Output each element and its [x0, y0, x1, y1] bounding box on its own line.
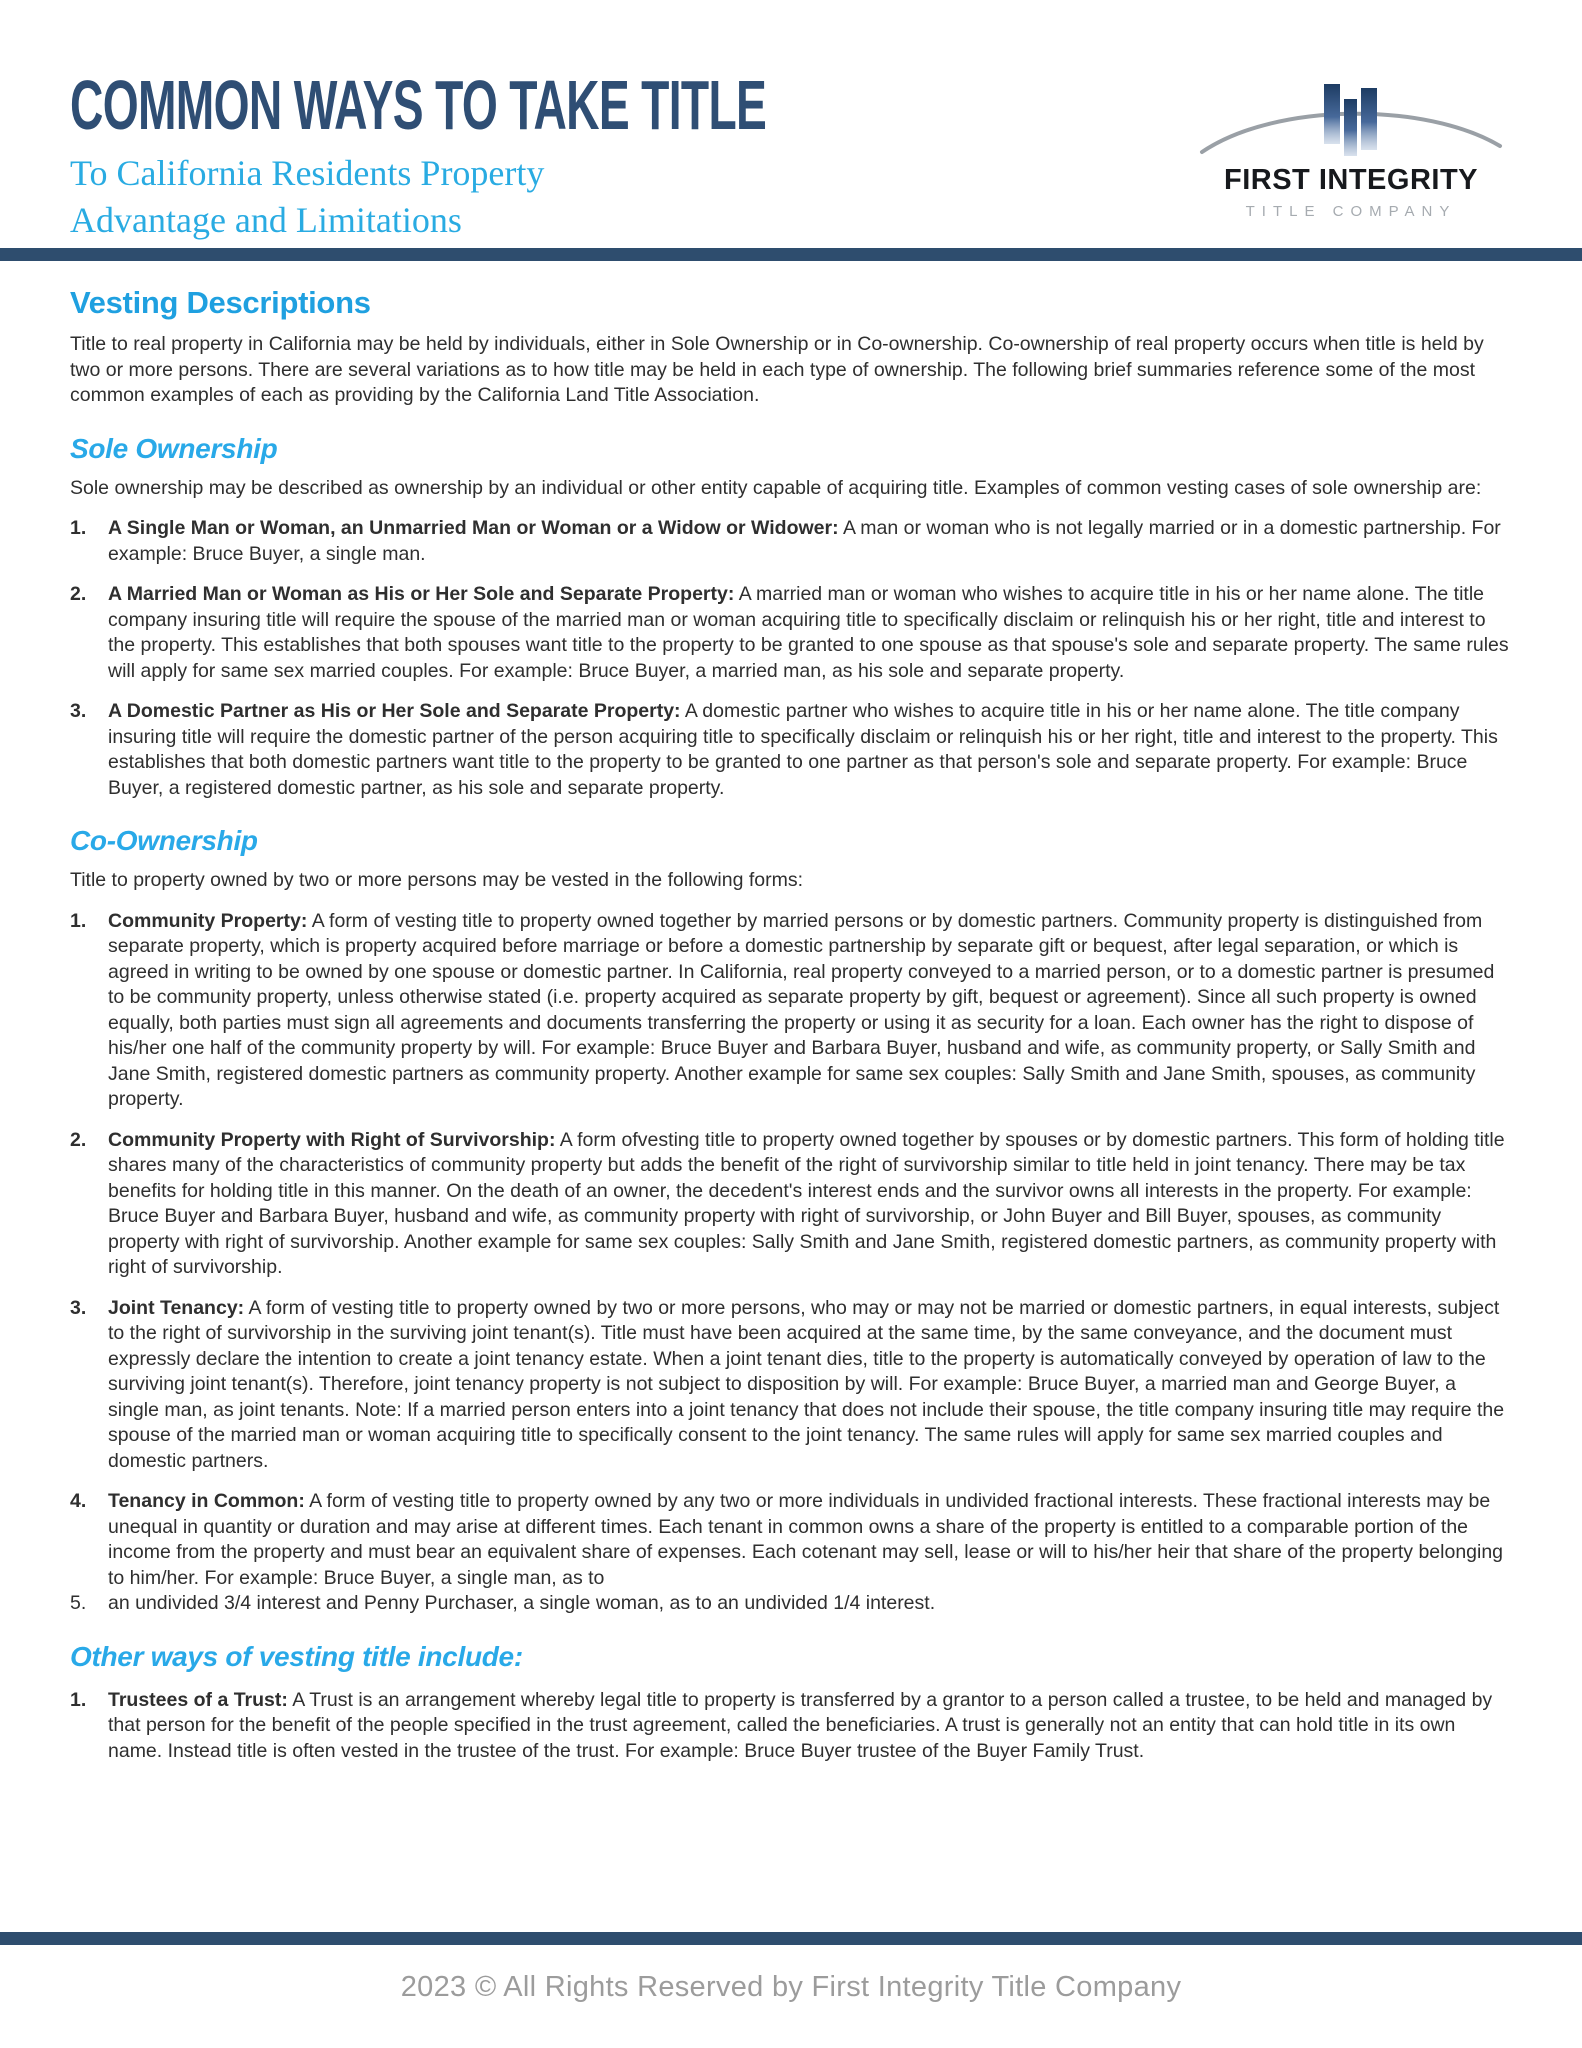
page-subtitle-line1: To California Residents Property [70, 153, 545, 193]
list-item-body [108, 582, 1512, 684]
list-item-text: A married man or woman who wishes to acquire title in his or her name alone. The title company insuring title will require the spouse of the married man or woman acquiring title to specifically disclaim or relinquish his or her right, title and interest to the property. This establishes that both spouses want title to the property to be granted to one spouse as that spouse's sole and separate property. The same rules will apply for same sex married couples. For example: Bruce Buyer, a married man, as his sole and separate property. [108, 583, 1509, 682]
list-item-body [108, 1128, 1512, 1281]
list-item-number: 1. [70, 909, 87, 932]
vesting-intro-paragraph: Title to real property in California may be held by individuals, either in Sole Ownership or in Co-ownership. Co-ownership of real property occurs when title is held by two or more persons. There are several variations as to how title may be held in each type of ownership. The following brief summaries reference some of the most common examples of each as providing by the California Land Title Association. [70, 333, 1484, 406]
list-item-number: 1. [70, 1688, 87, 1711]
logo-tagline: TITLE COMPANY [1245, 203, 1457, 220]
list-item-label: A Domestic Partner as His or Her Sole and Separate Property: [108, 700, 681, 722]
title-block [70, 62, 1186, 244]
co-ownership-intro: Title to property owned by two or more persons may be vested in the following forms: [70, 869, 804, 891]
list-item-text: an undivided 3/4 interest and Penny Purchaser, a single woman, as to an undivided 1/4 interest. [108, 1592, 936, 1614]
list-item-number: 2. [70, 583, 87, 605]
list-item-text: A form ofvesting title to property owned together by spouses or by domestic partners. This form of holding title shares many of the characteristics of community property but adds the benefit of the right of survivorship similar to title held in joint tenancy. There may be tax benefits for holding title in this manner. On the death of an owner, the decedent's interest ends and the survivor owns all interests in the property. For example: Bruce Buyer and Barbara Buyer, husband and wife, as community property with right of survivorship, or John Buyer and Bill Buyer, spouses, as community property with right of survivorship. Another example for same sex couples: Sally Smith and Jane Smith, registered domestic partners, as community property with right of survivorship. [108, 1128, 1505, 1278]
list-item-body [108, 909, 1512, 1113]
subheading-sole-ownership: Sole Ownership [70, 432, 278, 464]
list-item-body [108, 1296, 1512, 1475]
sole-ownership-intro: Sole ownership may be described as ownership by an individual or other entity capable of acquiring title. Examples of common vesting cases of sole ownership are: [70, 476, 1482, 499]
list-item-number: 2. [70, 1128, 87, 1151]
logo-bars-icon [1196, 78, 1506, 164]
main-content [0, 285, 1582, 1764]
list-item-body [108, 1489, 1512, 1591]
list-item-body [108, 1591, 1512, 1617]
list-item [70, 1296, 1512, 1475]
page-subtitle [70, 150, 1186, 244]
list-item-number: 1. [70, 517, 87, 539]
list-item-number: 4. [70, 1490, 87, 1512]
subheading-other-ways: Other ways of vesting title include: [70, 1640, 523, 1672]
list-item [70, 1128, 1512, 1281]
company-logo [1186, 78, 1516, 220]
subheading-co-ownership: Co-Ownership [70, 825, 258, 856]
list-item-body [108, 699, 1512, 801]
top-divider-bar [0, 248, 1582, 261]
footer [0, 1932, 1582, 2048]
list-item-number: 5. [70, 1592, 87, 1614]
list-item-text: A domestic partner who wishes to acquire title in his or her name alone. The title company insuring title will require the domestic partner of the person acquiring title to specifically disclaim or relinquish his or her right, title and interest to the property. This establishes that both domestic partners want title to the property to be granted to one partner as that person's sole and separate property. For example: Bruce Buyer, a registered domestic partner, as his sole and separate property. [108, 700, 1498, 799]
page-subtitle-line2: Advantage and Limitations [70, 200, 462, 240]
list-item [70, 582, 1512, 684]
list-item-text: A man or woman who is not legally married or in a domestic partnership. For example: Bruce Buyer, a single man. [108, 517, 1501, 565]
list-item [70, 909, 1512, 1113]
list-item-label: Community Property with Right of Survivorship: [108, 1128, 556, 1151]
list-item-label: A Married Man or Woman as His or Her Sole and Separate Property: [108, 583, 735, 605]
list-item-label: Tenancy in Common: [108, 1490, 305, 1512]
list-item [70, 516, 1512, 567]
list-item-body [108, 516, 1512, 567]
list-item [70, 1489, 1512, 1591]
logo-company-name: FIRST INTEGRITY [1224, 164, 1478, 196]
list-item-text: A Trust is an arrangement whereby legal title to property is transferred by a grantor to a person called a trustee, to be held and managed by that person for the benefit of the people specified in the trust agreement, called the beneficiaries. A trust is generally not an entity that can hold title in its own name. Instead title is often vested in the trustee of the trust. For example: Bruce Buyer trustee of the Buyer Family Trust. [108, 1688, 1493, 1762]
list-item-label: Community Property: [108, 909, 308, 932]
list-item [70, 1591, 1512, 1617]
section-heading-vesting-descriptions: Vesting Descriptions [70, 285, 371, 320]
list-item-text: A form of vesting title to property owned by any two or more individuals in undivided fractional interests. These fractional interests may be unequal in quantity or duration and may arise at different times. Each tenant in common owns a share of the property is entitled to a comparable portion of the income from the property and must bear an equivalent share of expenses. Each cotenant may sell, lease or will to his/her heir that share of the property belonging to him/her. For example: Bruce Buyer, a single man, as to [108, 1490, 1504, 1589]
list-item-label: Joint Tenancy: [108, 1296, 245, 1319]
list-item [70, 1688, 1512, 1765]
list-item-text: A form of vesting title to property owned together by married persons or by domestic partners. Community property is distinguished from separate property, which is property acquired before marriage or before a domestic partnership by separate gift or bequest, after legal separation, or which is agreed in writing to be owned by one spouse or domestic partner. In California, real property conveyed to a married person, or to a domestic partner is presumed to be community property, unless otherwise stated (i.e. property acquired as separate property by gift, bequest or agreement). Since all such property is owned equally, both parties must sign all agreements and documents transferring the property or using it as security for a loan. Each owner has the right to dispose of his/her one half of the community property by will. For example: Bruce Buyer and Barbara Buyer, husband and wife, as community property, or Sally Smith and Jane Smith, registered domestic partners as community property. Another example for same sex couples: Sally Smith and Jane Smith, spouses, as community property. [108, 909, 1495, 1110]
page-title: COMMON WAYS TO TAKE TITLE [70, 66, 767, 144]
header [0, 0, 1582, 248]
list-item-body [108, 1688, 1512, 1765]
bottom-divider-bar [0, 1932, 1582, 1945]
list-item-label: Trustees of a Trust: [108, 1688, 288, 1711]
list-item-number: 3. [70, 1296, 87, 1319]
list-item-number: 3. [70, 700, 87, 722]
list-item-label: A Single Man or Woman, an Unmarried Man or Woman or a Widow or Widower: [108, 517, 839, 539]
list-item-text: A form of vesting title to property owned by two or more persons, who may or may not be married or domestic partners, in equal interests, subject to the right of survivorship in the surviving joint tenant(s). Title must have been acquired at the same time, by the same conveyance, and the document must expressly declare the intention to create a joint tenancy estate. When a joint tenant dies, title to the property is automatically conveyed by operation of law to the surviving joint tenant(s). Therefore, joint tenancy property is not subject to disposition by will. For example: Bruce Buyer, a married man and George Buyer, a single man, as joint tenants. Note: If a married person enters into a joint tenancy that does not include their spouse, the title company insuring title may require the spouse of the married man or woman acquiring title to specifically consent to the joint tenancy. The same rules will apply for same sex married couples and domestic partners. [108, 1296, 1505, 1472]
list-item [70, 699, 1512, 801]
copyright-text: 2023 © All Rights Reserved by First Integrity Title Company [400, 1971, 1182, 2003]
